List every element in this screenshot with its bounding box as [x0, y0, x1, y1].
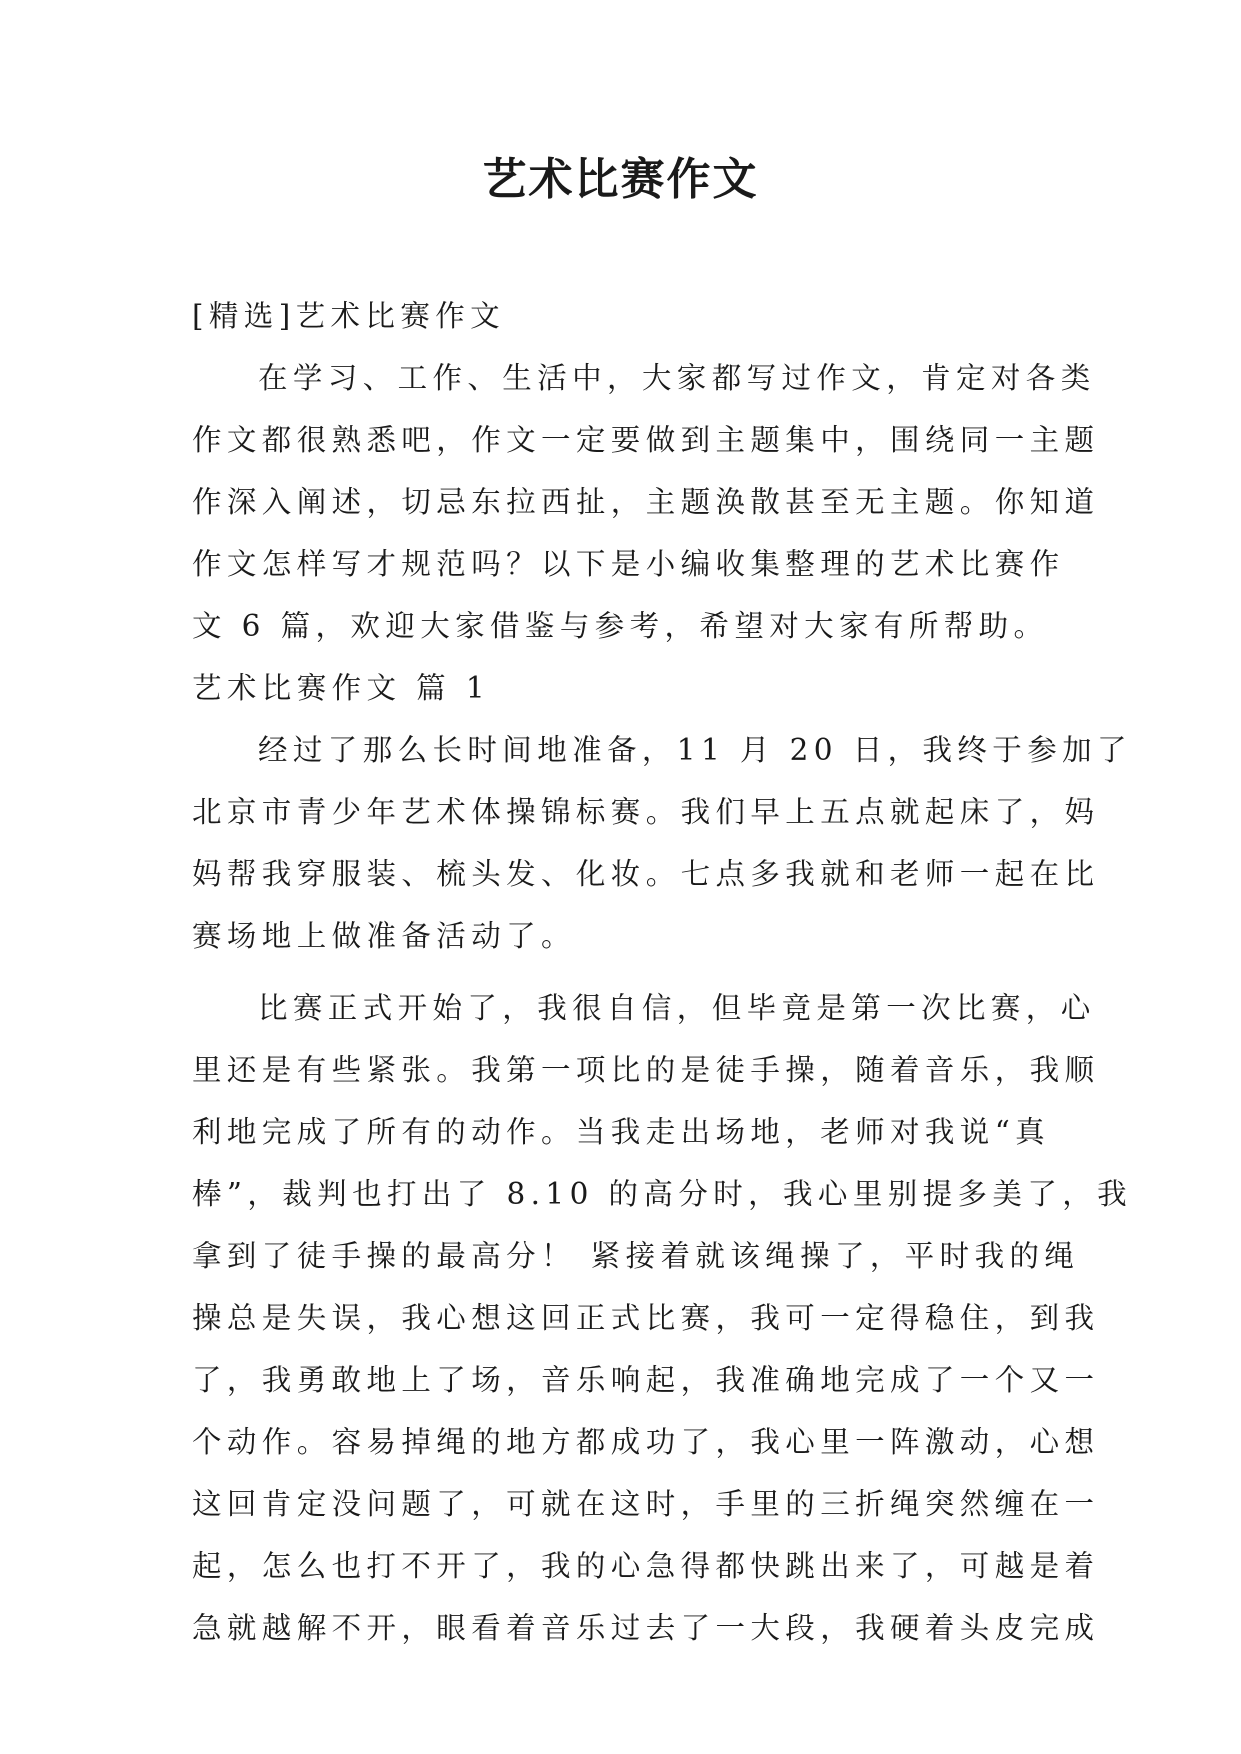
- para1-line-4: 赛场地上做准备活动了。: [192, 919, 576, 953]
- para2-line-10: 起，怎么也打不开了，我的心急得都快跳出来了，可越是着: [192, 1549, 1100, 1583]
- para2-line-2: 里还是有些紧张。我第一项比的是徒手操，随着音乐，我顺: [192, 1053, 1100, 1087]
- document-title: 艺术比赛作文: [482, 154, 759, 205]
- para2-line-9: 这回肯定没问题了，可就在这时，手里的三折绳突然缠在一: [192, 1487, 1100, 1521]
- para2-line-6: 操总是失误，我心想这回正式比赛，我可一定得稳住，到我: [192, 1301, 1100, 1335]
- intro-line-3: 作深入阐述，切忌东拉西扯，主题涣散甚至无主题。你知道: [192, 485, 1100, 519]
- para2-line-7: 了，我勇敢地上了场，音乐响起，我准确地完成了一个又一: [192, 1363, 1100, 1397]
- para2-line-4: 棒”，裁判也打出了 8.10 的高分时，我心里别提多美了，我: [192, 1177, 1133, 1211]
- section-heading: 艺术比赛作文 篇 1: [192, 671, 491, 705]
- para2-line-11: 急就越解不开，眼看着音乐过去了一大段，我硬着头皮完成: [192, 1611, 1100, 1645]
- para2-line-1: 比赛正式开始了，我很自信，但毕竟是第一次比赛，心: [258, 991, 1096, 1025]
- intro-line-4: 作文怎样写才规范吗？以下是小编收集整理的艺术比赛作: [192, 547, 1065, 581]
- para1-line-2: 北京市青少年艺术体操锦标赛。我们早上五点就起床了，妈: [192, 795, 1100, 829]
- para2-line-3: 利地完成了所有的动作。当我走出场地，老师对我说“真: [192, 1115, 1051, 1149]
- para1-line-1: 经过了那么长时间地准备，11 月 20 日，我终于参加了: [258, 733, 1132, 767]
- para2-line-5: 拿到了徒手操的最高分！ 紧接着就该绳操了，平时我的绳: [192, 1239, 1080, 1273]
- intro-line-1: 在学习、工作、生活中，大家都写过作文，肯定对各类: [258, 361, 1096, 395]
- para2-line-8: 个动作。容易掉绳的地方都成功了，我心里一阵激动，心想: [192, 1425, 1100, 1459]
- paragraph-gap: [192, 967, 1054, 977]
- intro-line-5: 文 6 篇，欢迎大家借鉴与参考，希望对大家有所帮助。: [192, 609, 1049, 643]
- para1-line-3: 妈帮我穿服装、梳头发、化妆。七点多我就和老师一起在比: [192, 857, 1100, 891]
- document-body: [192, 285, 1133, 1659]
- intro-line-2: 作文都很熟悉吧，作文一定要做到主题集中，围绕同一主题: [192, 423, 1100, 457]
- subtitle-line: [精选]艺术比赛作文: [192, 299, 506, 333]
